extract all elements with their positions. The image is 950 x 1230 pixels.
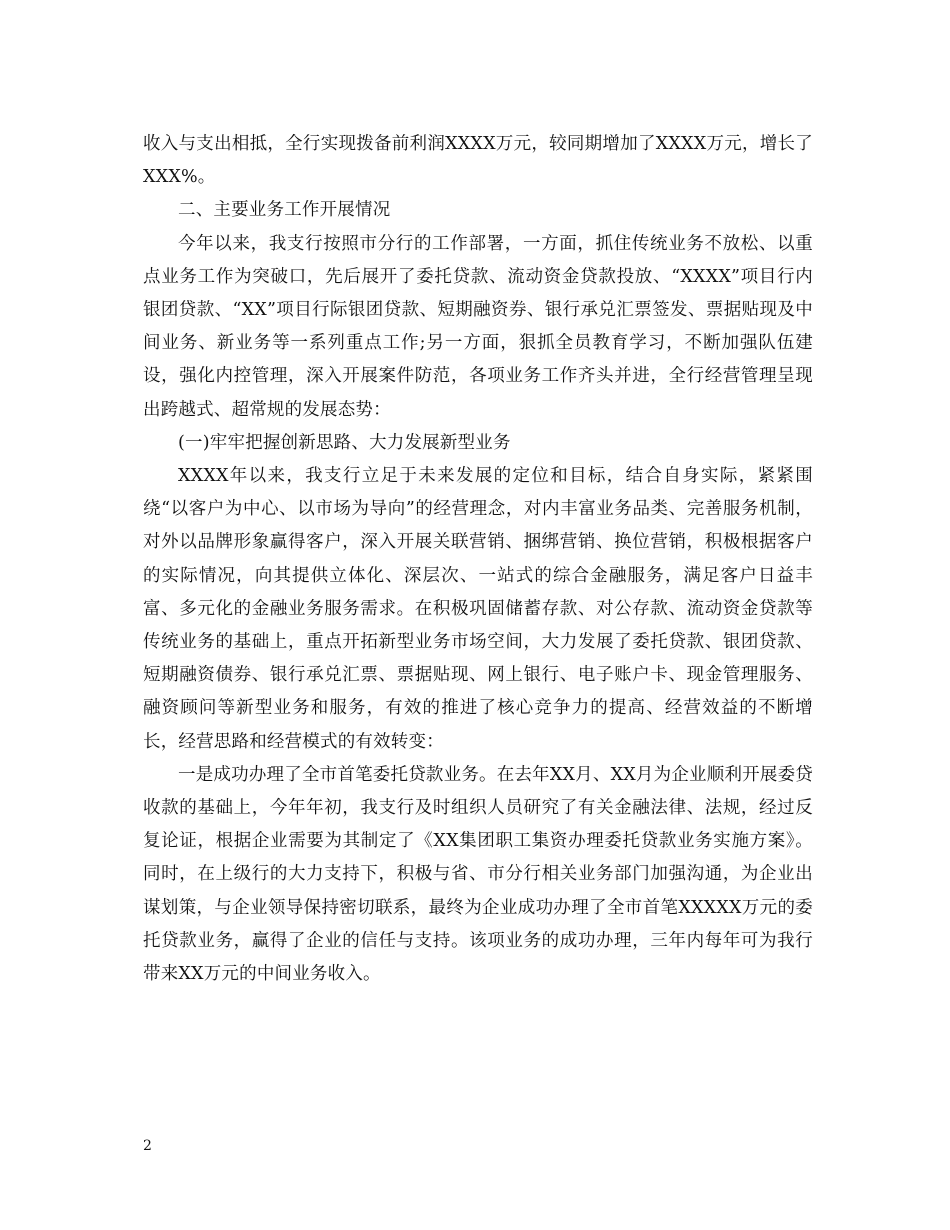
paragraph-entrusted-loan: 一是成功办理了全市首笔委托贷款业务。在去年XX月、XX月为企业顺利开展委贷收款的基础上，今年年初，我支行及时组织人员研究了有关金融法律、法规，经过反复论证，根据企业需要为其制定了《XX集团职工集资办理委托贷款业务实施方案》。同时，在上级行的大力支持下，积极与省、市分行相关业务部门加强沟通，为企业出谋划策，与企业领导保持密切联系，最终为企业成功办理了全市首笔XXXXX万元的委托贷款业务，赢得了企业的信任与支持。该项业务的成功办理，三年内每年可为我行带来XX万元的中间业务收入。 [143, 764, 813, 985]
section-heading-main-business: 二、主要业务工作开展情况 [178, 200, 391, 221]
page-number: 2 [143, 1138, 152, 1154]
document-body [143, 128, 813, 991]
paragraph-work-overview: 今年以来，我支行按照市分行的工作部署，一方面，抓住传统业务不放松、以重点业务工作为突破口，先后展开了委托贷款、流动资金贷款投放、“XXXX”项目行内银团贷款、“XX”项目行际银团贷款、短期融资券、银行承兑汇票签发、票据贴现及中间业务、新业务等一系列重点工作;另一方面，狠抓全员教育学习，不断加强队伍建设，强化内控管理，深入开展案件防范，各项业务工作齐头并进，全行经营管理呈现出跨越式、超常规的发展态势： [143, 233, 813, 420]
paragraph-profit-summary: 收入与支出相抵，全行实现拨备前利润XXXX万元，较同期增加了XXXX万元，增长了XXX%。 [143, 134, 813, 188]
paragraph-new-business: XXXX年以来，我支行立足于未来发展的定位和目标，结合自身实际，紧紧围绕“以客户为中心、以市场为导向”的经营理念，对内丰富业务品类、完善服务机制，对外以品牌形象赢得客户，深入开展关联营销、捆绑营销、换位营销，积极根据客户的实际情况，向其提供立体化、深层次、一站式的综合金融服务，满足客户日益丰富、多元化的金融业务服务需求。在积极巩固储蓄存款、对公存款、流动资金贷款等传统业务的基础上，重点开拓新型业务市场空间，大力发展了委托贷款、银团贷款、短期融资债券、银行承兑汇票、票据贴现、网上银行、电子账户卡、现金管理服务、融资顾问等新型业务和服务，有效的推进了核心竞争力的提高、经营效益的不断增长，经营思路和经营模式的有效转变： [143, 466, 813, 752]
subsection-heading-innovation: (一)牢牢把握创新思路、大力发展新型业务 [178, 432, 511, 453]
